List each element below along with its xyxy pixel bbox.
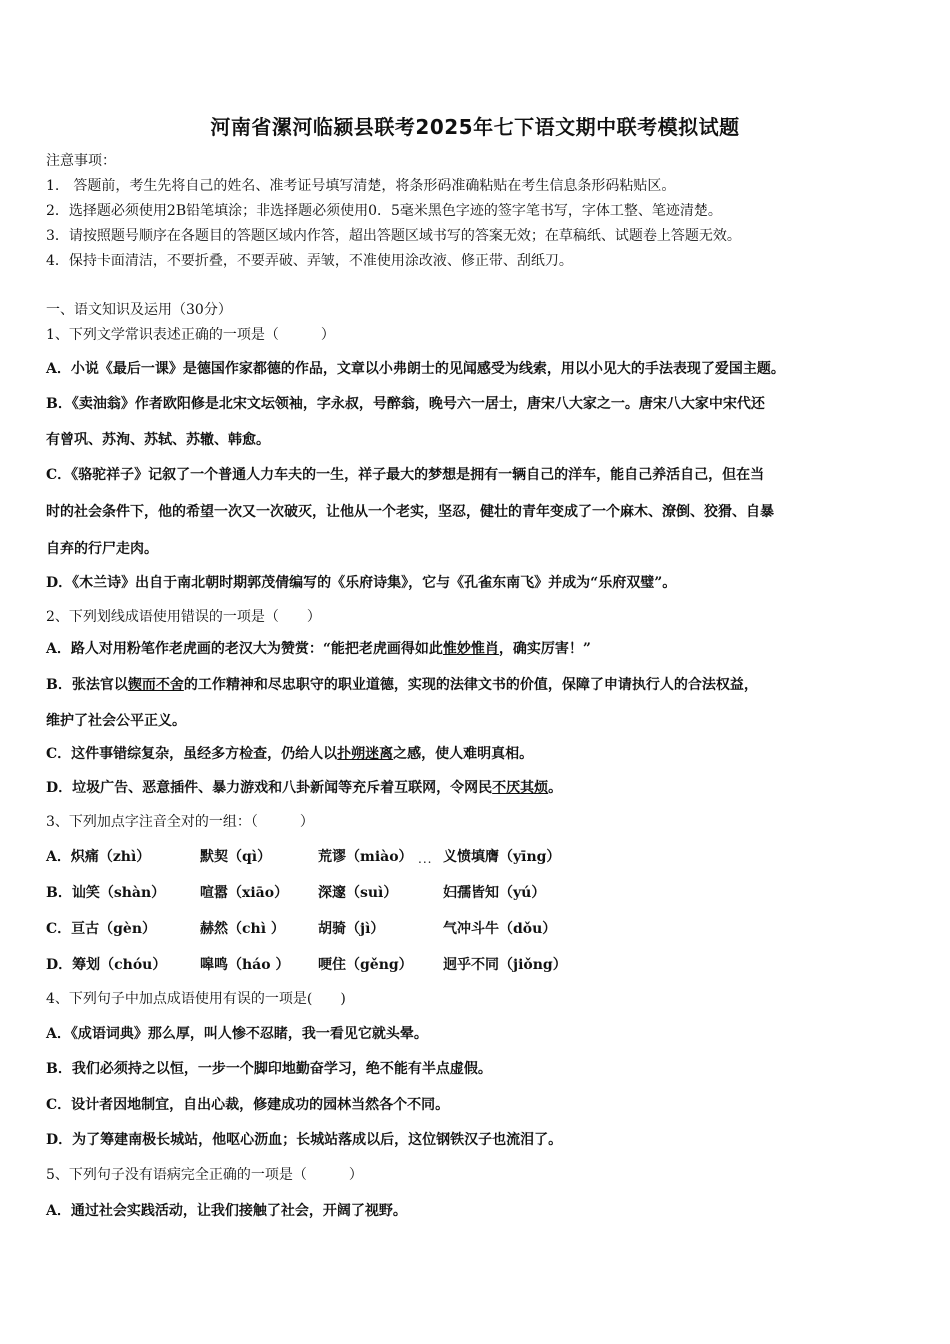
option-b-continued: 有曾巩、苏洵、苏轼、苏辙、韩愈。 (46, 432, 270, 448)
option-c: C．这件事错综复杂，虽经多方检查，仍给人以扑朔迷离之感，使人难明真相。 (46, 746, 534, 762)
option-b-word: 喧嚣（xiāo） (200, 885, 289, 901)
option-b-continued: 维护了社会公平正义。 (46, 713, 186, 729)
option-a-word: 荒谬（miào） (318, 849, 413, 865)
option-c-word: 赫然（chì ） (200, 921, 285, 937)
option-a: A．炽痛（zhì） (46, 849, 151, 865)
underlined-idiom: 锲而不舍 (127, 677, 184, 693)
option-c: C．亘古（gèn） (46, 921, 157, 937)
option-d-word: 迥乎不同（jiǒng） (443, 957, 567, 973)
notice-item: 4．保持卡面清洁，不要折叠，不要弄破、弄皱，不准使用涂改液、修正带、刮纸刀。 (46, 253, 573, 269)
option-b: B．我们必须持之以恒，一步一个脚印地勤奋学习，绝不能有半点虚假。 (46, 1061, 492, 1077)
question-stem: 1、下列文学常识表述正确的一项是（ ） (46, 327, 335, 343)
option-d: D．垃圾广告、恶意插件、暴力游戏和八卦新闻等充斥着互联网，令网民不厌其烦。 (46, 780, 563, 796)
option-a: A．《成语词典》那么厚，叫人惨不忍睹，我一看见它就头晕。 (46, 1026, 428, 1042)
section-heading: 一、语文知识及运用（30分） (46, 302, 232, 318)
option-b-word: 妇孺皆知（yú） (443, 885, 546, 901)
option-c: C．设计者因地制宜，自出心裁，修建成功的园林当然各个不同。 (46, 1097, 450, 1113)
option-a: A．通过社会实践活动，让我们接触了社会，开阔了视野。 (46, 1203, 407, 1219)
option-a: A．小说《最后一课》是德国作家都德的作品，文章以小弗朗士的见闻感受为线索，用以小见大的手法表现了爱国主题。 (46, 361, 785, 377)
page-title: 河南省漯河临颍县联考2025年七下语文期中联考模拟试题 (210, 115, 740, 139)
option-a: A．路人对用粉笔作老虎画的老汉大为赞赏：“能把老虎画得如此惟妙惟肖，确实厉害！” (46, 641, 591, 657)
option-d: D．筹划（chóu） (46, 957, 167, 973)
underlined-idiom: 扑朔迷离 (337, 746, 394, 762)
option-c: C．《骆驼祥子》记叙了一个普通人力车夫的一生，祥子最大的梦想是拥有一辆自己的洋车，能自己养活自己，但在当 (46, 467, 765, 483)
option-d-word: 嗥鸣（háo ） (200, 957, 290, 973)
notice-item: 1. 答题前，考生先将自己的姓名、准考证号填写清楚，将条形码准确粘贴在考生信息条形码粘贴区。 (46, 178, 676, 194)
option-c-word: 胡骑（jì） (318, 921, 385, 937)
option-c-word: 气冲斗牛（dǒu） (443, 921, 557, 937)
option-d-word: 哽住（gěng） (318, 957, 413, 973)
option-d: D．为了筹建南极长城站，他呕心沥血；长城站落成以后，这位钢铁汉子也流泪了。 (46, 1132, 563, 1148)
option-c-continued: 时的社会条件下，他的希望一次又一次破灭，让他从一个老实，坚忍，健壮的青年变成了一个麻木、潦倒、狡猾、自暴 (46, 504, 774, 520)
question-stem: 5、下列句子没有语病完全正确的一项是（ ） (46, 1167, 363, 1183)
question-stem: 3、下列加点字注音全对的一组：（ ） (46, 814, 314, 830)
option-a-word: 义愤填膺（yīng） (443, 849, 561, 865)
emphasis-dots: ... (418, 852, 433, 866)
option-b: B．讪笑（shàn） (46, 885, 166, 901)
underlined-idiom: 不厌其烦 (492, 780, 549, 796)
option-a-word: 默契（qì） (200, 849, 272, 865)
notice-heading: 注意事项： (46, 153, 116, 169)
question-stem: 2、下列划线成语使用错误的一项是（ ） (46, 609, 321, 625)
option-b: B．《卖油翁》作者欧阳修是北宋文坛领袖，字永叔，号醉翁，晚号六一居士，唐宋八大家之一。唐宋八大家中宋代还 (46, 396, 765, 412)
option-c-continued: 自弃的行尸走肉。 (46, 541, 158, 557)
option-b: B．张法官以锲而不舍的工作精神和尽忠职守的职业道德，实现的法律文书的价值，保障了申请执行人的合法权益， (46, 677, 758, 693)
notice-item: 2．选择题必须使用2B铅笔填涂；非选择题必须使用0．5毫米黑色字迹的签字笔书写，字体工整、笔迹清楚。 (46, 203, 722, 219)
question-stem: 4、下列句子中加点成语使用有误的一项是( ) (46, 991, 346, 1007)
underlined-idiom: 惟妙惟肖 (442, 641, 499, 657)
notice-item: 3．请按照题号顺序在各题目的答题区域内作答，超出答题区域书写的答案无效；在草稿纸、试题卷上答题无效。 (46, 228, 741, 244)
option-b-word: 深邃（suì） (318, 885, 398, 901)
option-d: D．《木兰诗》出自于南北朝时期郭茂倩编写的《乐府诗集》，它与《孔雀东南飞》并成为“乐府双璧”。 (46, 575, 677, 591)
